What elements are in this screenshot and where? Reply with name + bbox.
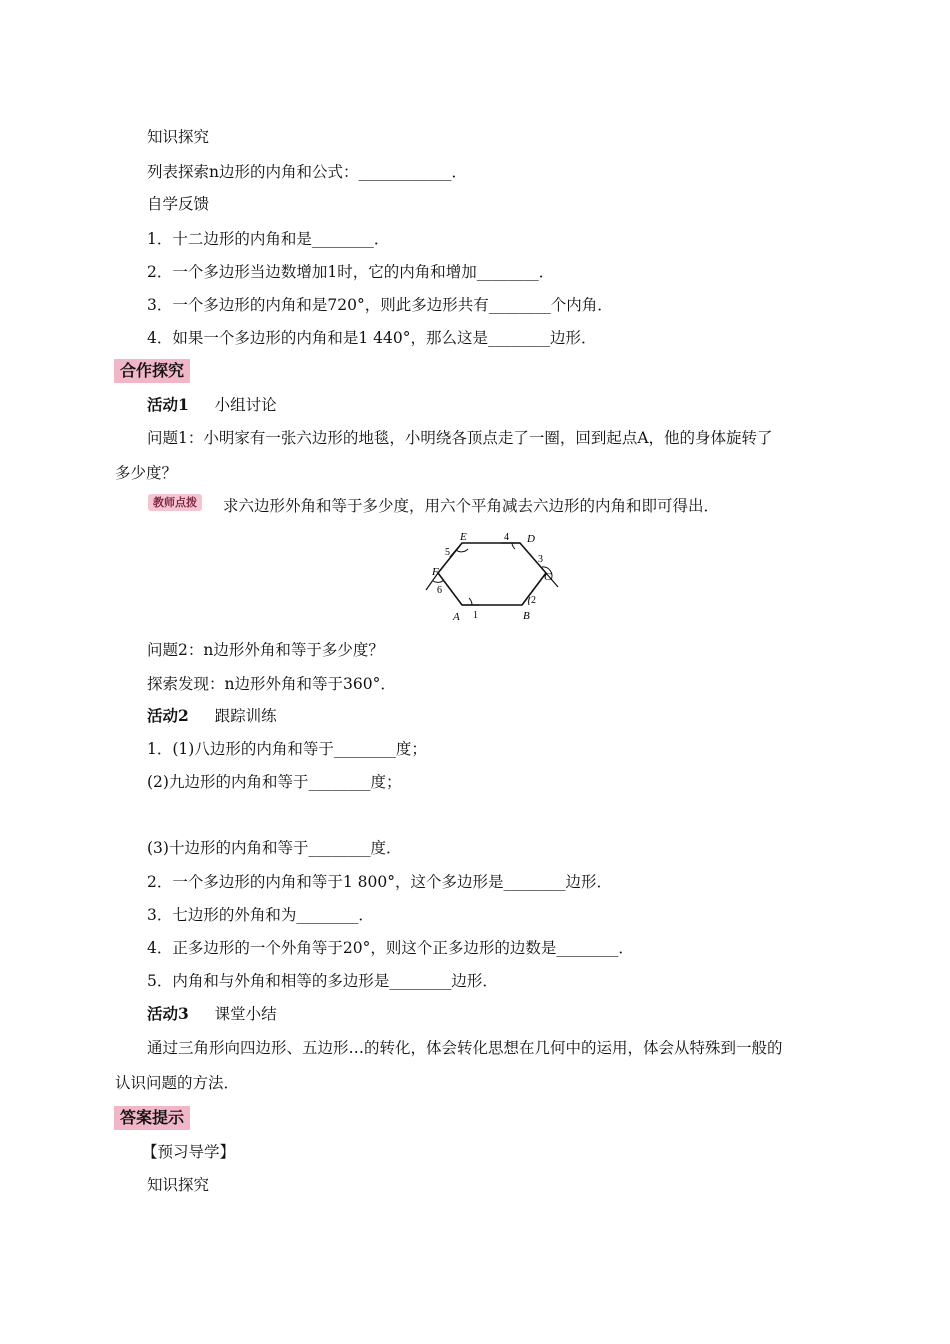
- hexagon-figure: [420, 527, 570, 627]
- vertex-label-d: D: [527, 533, 535, 545]
- angle-label-5: 5: [445, 547, 450, 558]
- activity-1-title: 小组讨论: [214, 396, 277, 414]
- angle-label-3: 3: [538, 554, 543, 565]
- vertex-label-f: F: [432, 566, 439, 578]
- activity-3-label: 活动3: [147, 1004, 189, 1023]
- activity-2-title: 跟踪训练: [214, 707, 277, 725]
- problem-1-line-1: 问题1：小明家有一张六边形的地毯，小明绕各顶点走了一圈，回到起点A，他的身体旋转了: [147, 429, 773, 447]
- angle-label-1: 1: [473, 610, 478, 621]
- section-tag-cooperate: 合作探究: [114, 359, 190, 383]
- exercise-1-part-2: (2)九边形的内角和等于________度；: [147, 773, 402, 791]
- exercise-2: 2．一个多边形的内角和等于1 800°，这个多边形是________边形．: [147, 873, 612, 891]
- angle-arc-1: [469, 598, 472, 605]
- question-1: 1．十二边形的内角和是________．: [147, 230, 390, 248]
- formula-prompt: 列表探索n边形的内角和公式：____________．: [147, 163, 467, 181]
- vertex-label-e: E: [460, 531, 467, 543]
- teacher-tip-text: 求六边形外角和等于多少度，用六个平角减去六边形的内角和即可得出．: [223, 497, 720, 515]
- angle-arc-4: [512, 543, 515, 549]
- heading-self-feedback: 自学反馈: [147, 195, 210, 213]
- question-3: 3．一个多边形的内角和是720°，则此多边形共有________个内角．: [147, 296, 613, 314]
- question-4: 4．如果一个多边形的内角和是1 440°，那么这是________边形．: [147, 329, 597, 347]
- activity-3-title: 课堂小结: [214, 1005, 277, 1023]
- vertex-label-a: A: [453, 611, 460, 623]
- explore-finding: 探索发现：n边形外角和等于360°．: [147, 675, 396, 693]
- exercise-5: 5．内角和与外角和相等的多边形是________边形．: [147, 972, 498, 990]
- exercise-1-part-3: (3)十边形的内角和等于________度．: [147, 839, 402, 857]
- activity-1-heading: [147, 395, 277, 415]
- answer-section-preview: 【预习导学】: [142, 1143, 236, 1161]
- section-tag-answers: 答案提示: [114, 1106, 190, 1130]
- exercise-1-part-1: 1．(1)八边形的内角和等于________度；: [147, 740, 427, 758]
- angle-label-4: 4: [504, 532, 509, 543]
- heading-knowledge-explore: 知识探究: [147, 128, 210, 146]
- angle-label-2: 2: [531, 595, 536, 606]
- summary-line-2: 认识问题的方法．: [115, 1074, 240, 1092]
- vertex-label-b: B: [523, 610, 530, 622]
- angle-label-6: 6: [437, 585, 442, 596]
- teacher-tip-badge: 教师点拨: [148, 494, 202, 511]
- activity-2-heading: [147, 706, 277, 726]
- angle-arc-6: [433, 580, 444, 582]
- summary-line-1: 通过三角形向四边形、五边形…的转化，体会转化思想在几何中的运用，体会从特殊到一般的: [147, 1039, 783, 1057]
- question-2: 2．一个多边形当边数增加1时，它的内角和增加________．: [147, 263, 555, 281]
- answer-knowledge-explore: 知识探究: [147, 1176, 210, 1194]
- angle-arc-2: [529, 597, 530, 605]
- activity-1-label: 活动1: [147, 395, 189, 414]
- problem-1-line-2: 多少度？: [115, 464, 178, 482]
- exercise-4: 4．正多边形的一个外角等于20°，则这个正多边形的边数是________．: [147, 939, 634, 957]
- vertex-label-c: C: [544, 571, 552, 583]
- exercise-3: 3．七边形的外角和为________．: [147, 906, 374, 924]
- activity-3-heading: [147, 1004, 277, 1024]
- activity-2-label: 活动2: [147, 706, 189, 725]
- problem-2: 问题2：n边形外角和等于多少度？: [147, 641, 384, 659]
